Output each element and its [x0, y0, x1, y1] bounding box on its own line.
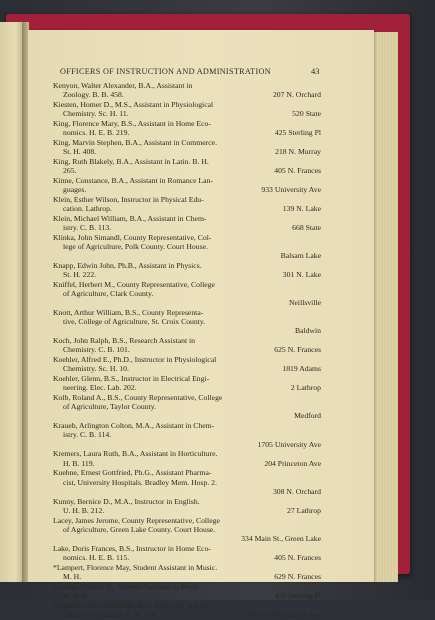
entry-address: 933 University Ave	[261, 185, 321, 195]
entry-text: W. H. S.	[63, 590, 89, 600]
directory-entry	[53, 157, 321, 175]
entry-text: Kunny, Bernice D., M.A., Instructor in English.	[53, 496, 200, 506]
directory-entry	[53, 119, 321, 137]
entry-text: Langdon, Grace Elizabeth, B.S., Instructor in Agri-	[53, 600, 211, 610]
entry-address-line	[53, 534, 321, 543]
entry-text: King, Florence Mary, B.S., Assistant in Home Eco-	[53, 118, 211, 128]
directory-entry	[53, 355, 321, 373]
entry-text: Koehler, Alfred E., Ph.D., Instructor in Physiological	[53, 355, 217, 365]
directory-entry	[53, 421, 321, 449]
directory-entries	[53, 81, 321, 620]
entry-text: King, Ruth Blakely, B.A., Assistant in Latin. B. H.	[53, 156, 209, 166]
entry-detail-line	[53, 525, 321, 534]
entry-text: Zoology. B. B. 458.	[63, 90, 124, 100]
entry-text: Kolb, Roland A., B.S., County Representative, College	[53, 393, 223, 403]
entry-detail-line	[53, 270, 321, 279]
entry-text: Lake, Doris Frances, B.S., Instructor in Home Eco-	[53, 543, 211, 553]
entry-text: St. H. 222.	[63, 270, 97, 280]
entry-name-line	[53, 280, 321, 289]
entry-text: istry. C. B. 113.	[63, 222, 112, 232]
entry-address: 425 Sterling Pl	[274, 128, 321, 138]
entry-address: 218 N. Murray	[275, 147, 321, 157]
entry-text: H. B. 119.	[63, 458, 95, 468]
entry-text: Chemistry. Sc. H. 11.	[63, 109, 129, 119]
entry-address: 2 Lathrop	[290, 383, 321, 393]
directory-entry	[53, 468, 321, 496]
entry-detail-line	[53, 553, 321, 562]
entry-text: Kuehne, Ernest Gottfried, Ph.G., Assistant Pharma-	[53, 468, 212, 478]
entry-name-line	[53, 308, 321, 317]
entry-name-line	[53, 374, 321, 383]
entry-address: 1819 Adams	[282, 364, 321, 374]
entry-text: Landon, Frances H., Student Assistant in Music.	[53, 581, 202, 591]
entry-name-line	[53, 582, 321, 591]
entry-address: 405 N. Frances	[274, 552, 321, 562]
entry-text: Kenyon, Walter Alexander, B.A., Assistant in	[53, 81, 193, 90]
entry-text: Knapp, Edwin John, Ph.B., Assistant in Physics.	[53, 260, 202, 270]
entry-address-line	[53, 298, 321, 307]
entry-address: 204 Princeton Ave	[264, 458, 321, 468]
directory-entry	[53, 544, 321, 562]
entry-text: M. H.	[63, 571, 82, 581]
entry-detail-line	[53, 430, 321, 439]
entry-address: Medford	[294, 411, 321, 421]
page-number: 43	[311, 66, 320, 76]
entry-text: istry. C. B. 114.	[63, 430, 112, 440]
directory-entry	[53, 336, 321, 354]
entry-address: 301 N. Lake	[282, 270, 321, 280]
entry-text: lege of Agriculture, Polk County. Court House.	[63, 241, 208, 251]
entry-address: 308 N. Orchard	[272, 486, 321, 496]
entry-detail-line	[53, 383, 321, 392]
entry-name-line	[53, 119, 321, 128]
entry-detail-line	[53, 204, 321, 213]
entry-address: 139 N. Lake	[282, 204, 321, 213]
directory-entry	[53, 81, 321, 99]
entry-address: 420 Sterling Pl	[274, 590, 321, 600]
entry-text: Kniffel, Herbert M., County Representative, College	[53, 279, 215, 289]
directory-entry	[53, 449, 321, 467]
entry-address-line	[53, 326, 321, 335]
entry-detail-line	[53, 242, 321, 251]
entry-name-line	[53, 563, 321, 572]
entry-text: *Lampert, Florence May, Student Assistant in Music.	[53, 562, 218, 572]
entry-text: 265.	[63, 166, 77, 176]
entry-text: Kraueb, Arlington Colton, M.A., Assistant in Chem-	[53, 421, 215, 431]
entry-detail-line	[53, 128, 321, 137]
entry-detail-line	[53, 591, 321, 600]
entry-name-line	[53, 81, 321, 90]
entry-text: of Agriculture, Green Lake County. Court House.	[63, 524, 216, 534]
directory-entry	[53, 138, 321, 156]
directory-entry	[53, 516, 321, 544]
entry-detail-line	[53, 610, 321, 619]
entry-name-line	[53, 497, 321, 506]
entry-name-line	[53, 544, 321, 553]
directory-entry	[53, 582, 321, 600]
directory-entry	[53, 100, 321, 118]
entry-address: 520 State	[292, 109, 321, 119]
directory-entry	[53, 497, 321, 515]
entry-name-line	[53, 516, 321, 525]
entry-text: St. H. 408.	[63, 147, 97, 157]
entry-text: cultural Journalism. A. H. 116.	[63, 609, 158, 619]
entry-name-line	[53, 601, 321, 610]
entry-detail-line	[53, 572, 321, 581]
entry-text: neering. Elec. Lab. 202.	[63, 383, 137, 393]
entry-name-line	[53, 336, 321, 345]
running-header: OFFICERS OF INSTRUCTION AND ADMINISTRATION	[60, 67, 271, 76]
directory-entry	[53, 308, 321, 336]
entry-text: Chemistry. C. B. 101.	[63, 345, 130, 355]
entry-name-line	[53, 214, 321, 223]
entry-address-line	[53, 411, 321, 420]
entry-address: 629 N. Frances	[274, 571, 321, 581]
entry-text: U. H. B. 212.	[63, 505, 105, 515]
entry-detail-line	[53, 459, 321, 468]
directory-entry	[53, 601, 321, 619]
entry-name-line	[53, 233, 321, 242]
entry-detail-line	[53, 109, 321, 118]
entry-address-line	[53, 487, 321, 496]
entry-text: of Agriculture, Clark County.	[63, 289, 154, 299]
entry-text: Kremers, Laura Ruth, B.A., Assistant in Horticulture.	[53, 449, 218, 459]
entry-name-line	[53, 195, 321, 204]
entry-address-line	[53, 440, 321, 449]
directory-entry	[53, 261, 321, 279]
entry-name-line	[53, 449, 321, 458]
entry-detail-line	[53, 90, 321, 99]
entry-detail-line	[53, 345, 321, 354]
entry-text: King, Marvin Stephen, B.A., Assistant in Commerce.	[53, 137, 217, 147]
entry-text: guages.	[63, 185, 87, 195]
entry-address: Baldwin	[294, 326, 321, 336]
entry-detail-line	[53, 223, 321, 232]
entry-text: Klinka, John Simandl, County Representative, Col-	[53, 232, 212, 242]
entry-detail-line	[53, 317, 321, 326]
directory-entry	[53, 233, 321, 261]
entry-detail-line	[53, 478, 321, 487]
entry-address: 207 N. Orchard	[272, 90, 321, 100]
entry-name-line	[53, 421, 321, 430]
entry-name-line	[53, 468, 321, 477]
directory-entry	[53, 563, 321, 581]
entry-name-line	[53, 355, 321, 364]
entry-name-line	[53, 176, 321, 185]
entry-text: cation. Lathrop.	[63, 204, 112, 213]
entry-address: Neillsville	[288, 298, 321, 308]
entry-name-line	[53, 100, 321, 109]
entry-address: 334 Main St., Green Lake	[241, 533, 321, 543]
entry-address: 405 N. Frances	[274, 166, 321, 176]
entry-detail-line	[53, 147, 321, 156]
directory-entry	[53, 195, 321, 213]
directory-entry	[53, 374, 321, 392]
entry-name-line	[53, 393, 321, 402]
entry-name-line	[53, 157, 321, 166]
entry-text: Koehler, Glenn, B.S., Instructor in Electrical Engi-	[53, 374, 210, 384]
entry-text: Knott, Arthur William, B.S., County Representa-	[53, 308, 204, 318]
entry-address: 1705 University Ave	[257, 439, 321, 449]
entry-text: Koch, John Ralph, B.S., Research Assistant in	[53, 336, 195, 346]
entry-address: 625 N. Frances	[274, 345, 321, 355]
directory-entry	[53, 280, 321, 308]
entry-text: cist, University Hospitals. Bradley Mem. Hosp. 2.	[63, 477, 217, 487]
entry-name-line	[53, 138, 321, 147]
entry-text: Klein, Esther Wilson, Instructor in Physical Edu-	[53, 194, 204, 204]
entry-address: 445 W. Washington Ave	[247, 609, 321, 619]
entry-text: Lacey, James Jerome, County Representative, College	[53, 515, 220, 525]
entry-address: 27 Lathrop	[287, 505, 321, 515]
directory-entry	[53, 176, 321, 194]
entry-detail-line	[53, 506, 321, 515]
entry-text: Kinne, Constance, B.A., Assistant in Romance Lan-	[53, 175, 213, 185]
left-page-edge	[0, 22, 23, 582]
entry-address: Balsam Lake	[280, 251, 321, 261]
directory-entry	[53, 393, 321, 421]
entry-detail-line	[53, 185, 321, 194]
entry-detail-line	[53, 289, 321, 298]
entry-detail-line	[53, 402, 321, 411]
entry-text: Kiesten, Homer D., M.S., Assistant in Physiological	[53, 99, 214, 109]
entry-name-line	[53, 261, 321, 270]
entry-text: nomics. H. E. B. 115.	[63, 552, 130, 562]
entry-text: tive, College of Agriculture, St. Croix County.	[63, 317, 206, 327]
entry-address: 668 State	[292, 222, 321, 232]
entry-detail-line	[53, 166, 321, 175]
entry-text: Chemistry. Sc. H. 10.	[63, 364, 129, 374]
entry-text: Klein, Michael William, B.A., Assistant in Chem-	[53, 213, 207, 223]
entry-address-line	[53, 251, 321, 260]
entry-detail-line	[53, 364, 321, 373]
entry-text: of Agriculture, Taylor County.	[63, 402, 156, 412]
entry-text: nomics. H. E. B. 219.	[63, 128, 130, 138]
page-stack-edge	[373, 32, 398, 582]
directory-entry	[53, 214, 321, 232]
